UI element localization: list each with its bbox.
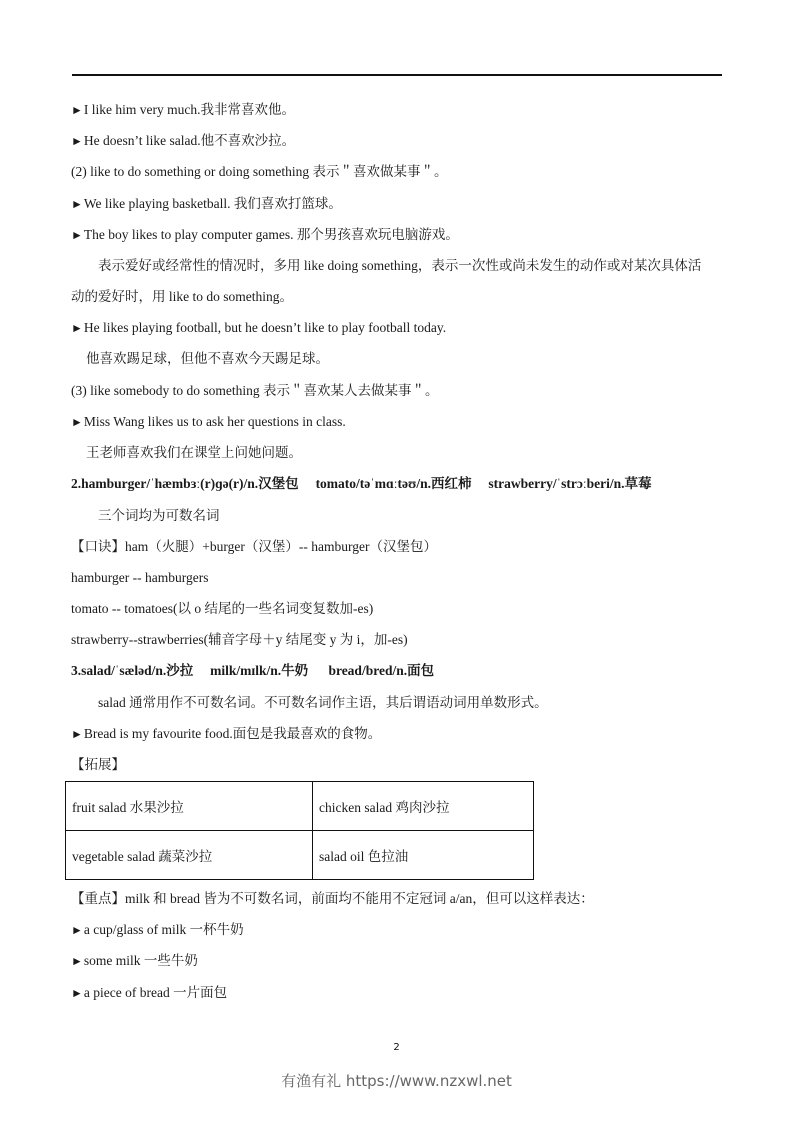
key-point: 【重点】milk 和 bread 皆为不可数名词，前面均不能用不定冠词 a/an，但可以这样表达：	[71, 891, 594, 906]
example-sentence: ►He doesn’t like salad.他不喜欢沙拉。	[71, 133, 296, 148]
page-number: 2	[393, 1042, 400, 1053]
translation: 他喜欢踢足球，但他不喜欢今天踢足球。	[86, 351, 329, 366]
bullet-triangle-icon: ►	[71, 134, 83, 148]
bullet-triangle-icon: ►	[71, 321, 83, 335]
example-phrase: ►a cup/glass of milk 一杯牛奶	[71, 922, 244, 937]
example-sentence: ►The boy likes to play computer games. 那个男孩喜欢玩电脑游戏。	[71, 227, 459, 242]
example-sentence: ►We like playing basketball. 我们喜欢打篮球。	[71, 196, 342, 211]
example-phrase: ►a piece of bread 一片面包	[71, 985, 228, 1000]
vocab-heading-2: 2.hamburger/ˈhæmbɜː(r)ɡə(r)/n.汉堡包 tomato/təˈmɑːtəʊ/n.西红柿 strawberry/ˈstrɔːberi/n.草莓	[71, 476, 652, 492]
bullet-triangle-icon: ►	[71, 954, 83, 968]
plural-form: hamburger -- hamburgers	[71, 570, 209, 585]
table-cell: fruit salad 水果沙拉	[66, 782, 313, 831]
footer-watermark: 有渔有礼 https://www.nzxwl.net	[281, 1072, 512, 1090]
usage-heading: (3) like somebody to do something 表示＂喜欢某人去做某事＂。	[71, 383, 439, 398]
example-sentence: ►I like him very much.我非常喜欢他。	[71, 102, 295, 117]
vocab-heading-3: 3.salad/ˈsæləd/n.沙拉 milk/mɪlk/n.牛奶 bread/bred/n.面包	[71, 663, 435, 679]
table-cell: salad oil 色拉油	[313, 831, 534, 880]
plural-form: strawberry--strawberries(辅音字母＋y 结尾变 y 为 i，加-es)	[71, 632, 408, 647]
table-cell: vegetable salad 蔬菜沙拉	[66, 831, 313, 880]
note: 三个词均为可数名词	[98, 508, 220, 523]
bullet-triangle-icon: ►	[71, 197, 83, 211]
bullet-triangle-icon: ►	[71, 986, 83, 1000]
extension-table	[65, 781, 534, 880]
mnemonic: 【口诀】ham（火腿）+burger（汉堡）-- hamburger（汉堡包）	[71, 539, 437, 554]
example-sentence: ►Bread is my favourite food.面包是我最喜欢的食物。	[71, 726, 382, 741]
explanation-paragraph-cont: 动的爱好时，用 like to do something。	[71, 289, 293, 304]
example-sentence: ►He likes playing football, but he doesn’t like to play football today.	[71, 320, 447, 335]
example-phrase: ►some milk 一些牛奶	[71, 953, 198, 968]
example-sentence: ►Miss Wang likes us to ask her questions in class.	[71, 414, 346, 429]
table-row	[66, 831, 534, 880]
usage-heading: (2) like to do something or doing something 表示＂喜欢做某事＂。	[71, 164, 448, 179]
explanation-paragraph: 表示爱好或经常性的情况时，多用 like doing something，表示一次性或尚未发生的动作或对某次具体活	[98, 258, 702, 273]
plural-form: tomato -- tomatoes(以 o 结尾的一些名词变复数加-es)	[71, 601, 374, 616]
bullet-triangle-icon: ►	[71, 415, 83, 429]
note: salad 通常用作不可数名词。不可数名词作主语，其后谓语动词用单数形式。	[98, 695, 548, 710]
table-cell: chicken salad 鸡肉沙拉	[313, 782, 534, 831]
extension-label: 【拓展】	[71, 757, 125, 772]
bullet-triangle-icon: ►	[71, 228, 83, 242]
bullet-triangle-icon: ►	[71, 923, 83, 937]
header-rule	[72, 74, 722, 76]
bullet-triangle-icon: ►	[71, 103, 83, 117]
translation: 王老师喜欢我们在课堂上问她问题。	[86, 445, 302, 460]
bullet-triangle-icon: ►	[71, 727, 83, 741]
table-row	[66, 782, 534, 831]
